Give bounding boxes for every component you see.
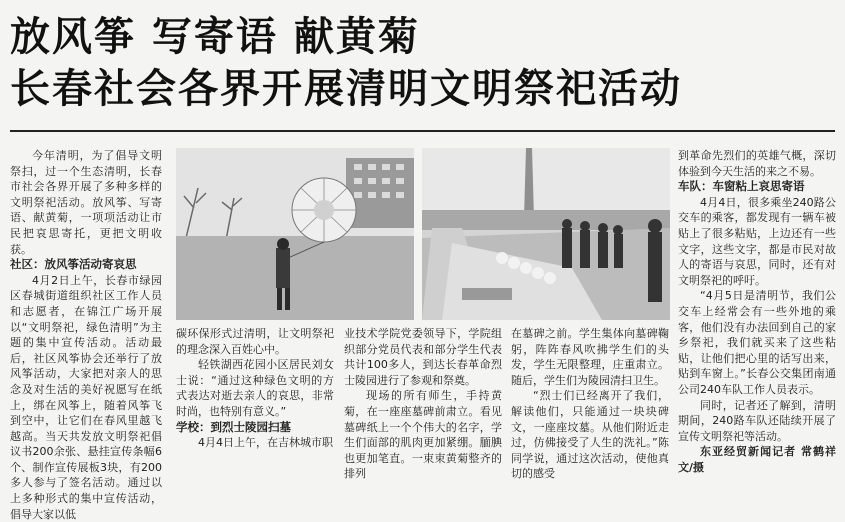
middle1-paragraph-1: 碳环保形式过清明，让文明祭祀的理念深入百姓心中。 xyxy=(176,327,334,356)
photo-cemetery-visit xyxy=(422,148,670,320)
subheading-community: 社区：放风筝活动寄哀思 xyxy=(10,257,137,272)
subheading-bus-fleet: 车队：车窗粘上哀思寄语 xyxy=(678,179,805,194)
byline: 东亚经贸新闻记者 常鹤祥文/摄 xyxy=(678,445,836,474)
photo-kite-flying xyxy=(176,148,414,320)
middle1-paragraph-3: 4月4日上午，在吉林城市职 xyxy=(198,436,333,450)
headline-line-1: 放风筝 写寄语 献黄菊 xyxy=(10,14,420,60)
right-column xyxy=(678,148,836,474)
middle-column-2 xyxy=(344,326,502,481)
middle2-paragraph-1: 业技术学院党委领导下，学院组织部分党员代表和部分学生代表共计100多人，到达长春革命烈士陵园进行了参观和祭奠。 xyxy=(344,327,502,387)
headline-divider xyxy=(10,130,835,132)
right-paragraph-3: “4月5日是清明节，我们公交车上经常会有一些外地的乘客，他们没有办法回到自己的家乡祭祀，我们就买来了这些粘贴，让他们把心里的话写出来，贴到车窗上。”长春公交集团南通公司240车队工作人员表示。 xyxy=(678,289,836,396)
intro-paragraph: 今年清明，为了倡导文明祭扫，过一个生态清明，长春市社会各界开展了多种多样的文明祭祀活动。放风筝、写寄语、献黄菊，一项项活动让市民把哀思寄托，更把文明收获。 xyxy=(10,149,162,256)
right-paragraph-4: 同时，记者还了解到，清明期间，240路车队还陆续开展了宣传文明祭祀等活动。 xyxy=(678,398,836,443)
middle-column-1 xyxy=(176,326,334,460)
subheading-school: 学校：到烈士陵园扫墓 xyxy=(176,419,291,434)
middle3-paragraph-1: 在墓碑之前。学生集体向墓碑鞠躬，阵阵春风吹拂学生们的头发，学生无限整理，庄重肃立。随后，学生们为陵园清扫卫生。 xyxy=(511,327,669,387)
middle2-paragraph-2: 现场的所有师生，手持黄菊，在一座座墓碑前肃立。看见墓碑纸上一个个伟大的名字，学生们面部的肌肉更加紧绷。腼腆也更加笔直。一束束黄菊整齐的排列 xyxy=(344,389,502,481)
middle3-paragraph-2: “烈士们已经离开了我们，解读他们，只能通过一块块碑文，一座座坟墓。从他们附近走过，仿佛接受了人生的洗礼。”陈同学说，通过这次活动，使他真切的感受 xyxy=(511,389,669,481)
right-paragraph-1: 到革命先烈们的英雄气概，深切体验到今天生活的来之不易。 xyxy=(678,149,836,178)
right-paragraph-2: 4月4日，很多乘坐240路公交车的乘客，都发现有一辆车被贴上了很多粘贴，上边还有一些文字，这些文字，都是市民对故人的寄语与哀思，同时，还有对文明祭祀的呼吁。 xyxy=(678,195,836,287)
middle1-paragraph-2: 轻铁湖西花园小区居民刘女士说：“通过这种绿色文明的方式表达对逝去亲人的哀思，非常时尚，也特别有意义。” xyxy=(176,358,334,418)
community-paragraph: 4月2日上午，长春市绿园区春城街道组织社区工作人员和志愿者，在锦江广场开展以“文明祭祀，绿色清明”为主题的集中宣传活动。活动最后，社区风筝协会还举行了放风筝活动，大家把对亲人的思念及对生活的美好祝愿写在纸上，绑在风筝上，随着风筝飞到空中，让它们在春风里越飞越高。当天共发放文明祭祀倡议书200余张、悬挂宣传条幅6个、制作宣传展板3块，有200多人参与了签名活动。通过以上多种形式的集中宣传活动，倡导大家以低 xyxy=(10,273,162,521)
left-column xyxy=(10,148,162,521)
headline-line-2: 长春社会各界开展清明文明祭祀活动 xyxy=(10,66,682,112)
middle-column-3 xyxy=(511,326,669,481)
